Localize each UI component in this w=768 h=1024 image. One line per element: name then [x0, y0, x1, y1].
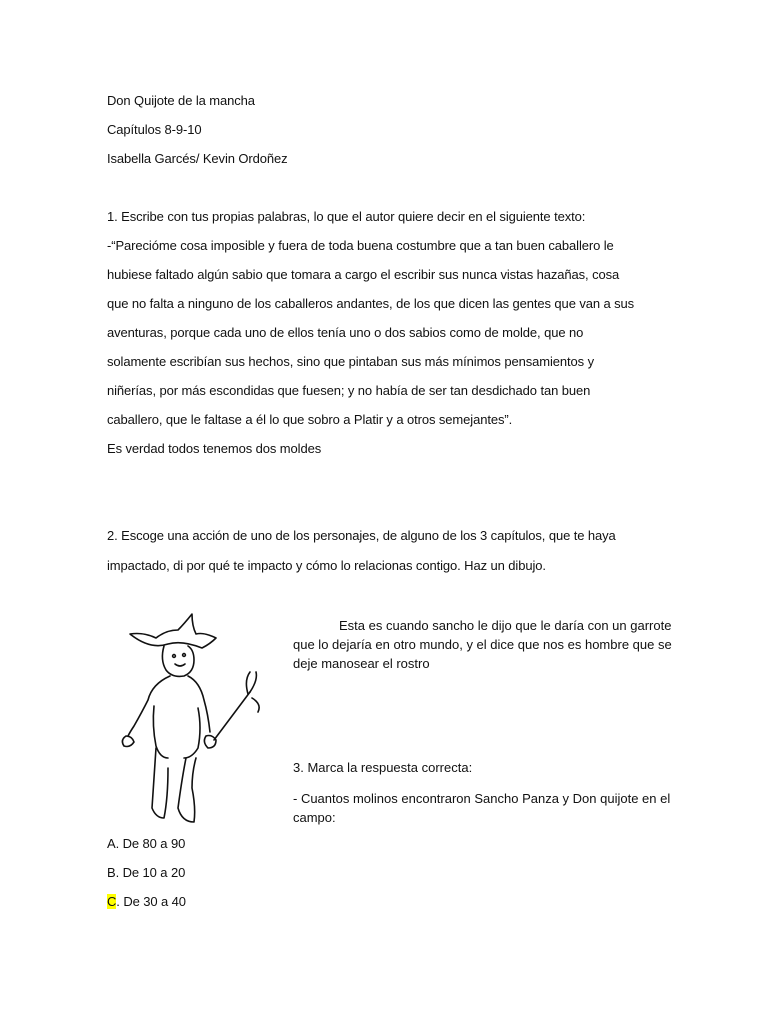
q1-quote-line: hubiese faltado algún sabio que tomara a cargo el escribir sus nunca vistas hazañas, cosa: [107, 267, 620, 282]
option-letter: B.: [107, 865, 120, 880]
q1-quote-line: -“Parecióme cosa imposible y fuera de toda buena costumbre que a tan buen caballero le: [107, 238, 614, 253]
head-stroke: [162, 646, 194, 676]
q2-prompt-line: 2. Escoge una acción de uno de los personajes, de alguno de los 3 capítulos, que te haya: [107, 528, 616, 543]
eye-stroke: [183, 654, 186, 657]
q1-quote-line: aventuras, porque cada uno de ellos tenía uno o dos sabios como de molde, que no: [107, 325, 584, 340]
staff-stroke: [246, 672, 259, 712]
mouth-stroke: [175, 664, 185, 666]
selected-answer-highlight: C: [107, 894, 117, 909]
body-stroke: [128, 676, 170, 736]
q3-question: - Cuantos molinos encontraron Sancho Panza y Don quijote en el campo:: [293, 791, 671, 825]
q1-quote-line: solamente escribían sus hechos, sino que pintaban sus más mínimos pensamientos y: [107, 354, 594, 369]
leg-stroke: [178, 758, 196, 822]
q1-prompt: 1. Escribe con tus propias palabras, lo que el autor quiere decir en el siguiente texto:: [107, 209, 586, 224]
doc-authors: Isabella Garcés/ Kevin Ordoñez: [107, 151, 288, 166]
hat-stroke: [130, 614, 216, 648]
hand-stroke: [204, 736, 216, 749]
q2-answer: [293, 616, 673, 673]
option-text: De 80 a 90: [122, 836, 186, 851]
doc-title: Don Quijote de la mancha: [107, 93, 255, 108]
q1-quote-line: que no falta a ninguno de los caballeros andantes, de los que dicen las gentes que van a sus: [107, 296, 635, 311]
body-stroke: [184, 708, 200, 758]
character-drawing: [112, 608, 272, 833]
q1-quote-line: caballero, que le faltase a él lo que sobro a Platir y a otros semejantes”.: [107, 412, 513, 427]
q1-answer: Es verdad todos tenemos dos moldes: [107, 441, 322, 456]
option-text: . De 30 a 40: [116, 894, 186, 909]
option-b: [107, 865, 185, 880]
q3-prompt: 3. Marca la respuesta correcta:: [293, 760, 473, 775]
hand-stroke: [122, 736, 134, 747]
option-c: [107, 894, 186, 909]
q1-quote-line: niñerías, por más escondidas que fuesen; y no había de ser tan desdichado tan buen: [107, 383, 591, 398]
option-a: [107, 836, 185, 851]
staff-stroke: [214, 692, 250, 740]
q2-answer-text: Esta es cuando sancho le dijo que le daría con un garrote que lo dejaría en otro mundo, y el dice que nos es hombre que se deje manosear el rostro: [293, 618, 672, 671]
doc-chapters: Capítulos 8-9-10: [107, 122, 202, 137]
eye-stroke: [173, 655, 176, 658]
option-letter: A.: [107, 836, 120, 851]
body-stroke: [188, 676, 210, 732]
option-text: De 10 a 20: [122, 865, 186, 880]
q2-prompt-line: impactado, di por qué te impacto y cómo lo relacionas contigo. Haz un dibujo.: [107, 558, 546, 573]
